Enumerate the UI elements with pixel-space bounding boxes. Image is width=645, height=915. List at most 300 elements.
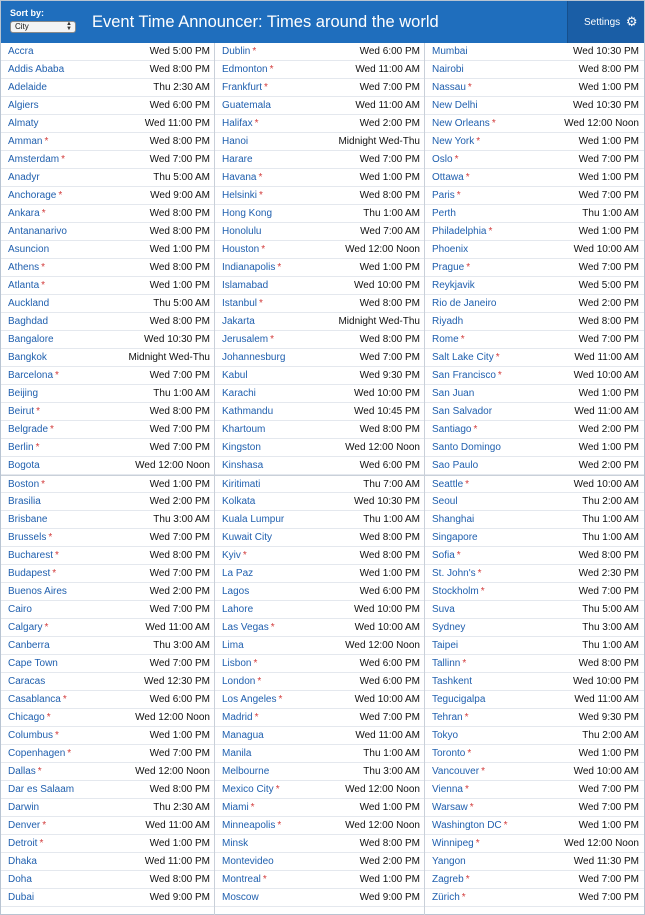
city-link[interactable] <box>432 476 469 494</box>
city-name: Paris <box>432 190 455 201</box>
city-name: Shanghai <box>432 514 475 525</box>
dst-asterisk-icon: * <box>456 190 461 201</box>
local-time: Wed 8:00 PM <box>149 550 210 561</box>
city-link[interactable] <box>432 547 461 565</box>
city-name: Jakarta <box>222 316 255 327</box>
city-link[interactable] <box>222 709 258 727</box>
local-time: Thu 2:30 AM <box>153 802 210 813</box>
city-link[interactable] <box>432 295 496 313</box>
local-time: Thu 1:00 AM <box>582 640 639 651</box>
city-link[interactable] <box>222 385 256 403</box>
city-row <box>215 763 425 781</box>
city-name: Istanbul <box>222 298 258 309</box>
city-link[interactable] <box>432 727 458 745</box>
local-time: Wed 2:00 PM <box>578 460 639 471</box>
local-time: Wed 1:00 PM <box>149 244 210 255</box>
city-link[interactable] <box>8 547 59 565</box>
local-time: Wed 7:00 PM <box>149 370 210 381</box>
local-time: Wed 10:00 AM <box>573 479 639 490</box>
city-name: Honolulu <box>222 226 262 237</box>
city-link[interactable] <box>432 367 502 385</box>
local-time: Wed 11:00 AM <box>145 622 210 633</box>
local-time: Wed 7:00 PM <box>578 874 639 885</box>
city-link[interactable] <box>222 745 251 763</box>
city-row <box>1 727 215 745</box>
city-link[interactable] <box>432 331 465 349</box>
city-link[interactable] <box>8 565 56 583</box>
city-link[interactable] <box>222 763 269 781</box>
city-link[interactable] <box>8 691 67 709</box>
city-row <box>425 871 644 889</box>
local-time: Thu 1:00 AM <box>582 208 639 219</box>
city-link[interactable] <box>8 529 52 547</box>
local-time: Wed 1:00 PM <box>149 280 210 291</box>
city-link[interactable] <box>432 223 492 241</box>
local-time: Wed 2:00 PM <box>578 298 639 309</box>
local-time: Wed 11:00 AM <box>145 820 210 831</box>
city-link[interactable] <box>8 277 45 295</box>
city-link[interactable] <box>432 601 455 619</box>
city-link[interactable] <box>222 421 265 439</box>
city-link[interactable] <box>8 385 38 403</box>
city-link[interactable] <box>222 367 248 385</box>
city-name: Lisbon <box>222 658 252 669</box>
city-link[interactable] <box>222 781 280 799</box>
city-row <box>425 853 644 871</box>
city-name: Rio de Janeiro <box>432 298 497 309</box>
city-link[interactable] <box>8 763 42 781</box>
city-link[interactable] <box>432 79 472 97</box>
city-link[interactable] <box>8 457 40 475</box>
city-row <box>425 277 644 295</box>
city-name: Antananarivo <box>8 226 67 237</box>
city-row <box>425 421 644 439</box>
city-name: Guatemala <box>222 100 271 111</box>
city-link[interactable] <box>222 313 255 331</box>
city-link[interactable] <box>432 511 474 529</box>
city-link[interactable] <box>432 313 463 331</box>
local-time: Wed 9:30 PM <box>578 712 639 723</box>
local-time: Wed 6:00 PM <box>149 694 210 705</box>
city-link[interactable] <box>222 43 256 61</box>
city-name: Algiers <box>8 100 39 111</box>
local-time: Wed 1:00 PM <box>359 262 420 273</box>
city-name: Warsaw <box>432 802 468 813</box>
local-time: Wed 7:00 PM <box>578 784 639 795</box>
city-link[interactable] <box>222 205 272 223</box>
city-link[interactable] <box>8 367 59 385</box>
city-link[interactable] <box>8 331 54 349</box>
city-name: Belgrade <box>8 424 49 435</box>
local-time: Wed 9:00 PM <box>359 892 420 903</box>
city-link[interactable] <box>222 565 253 583</box>
city-row <box>215 259 425 277</box>
local-time: Wed 8:00 PM <box>149 874 210 885</box>
city-link[interactable] <box>222 853 274 871</box>
city-row <box>425 781 644 799</box>
city-link[interactable] <box>432 817 508 835</box>
city-row <box>215 97 425 115</box>
dst-asterisk-icon: * <box>465 874 470 885</box>
city-link[interactable] <box>8 709 51 727</box>
city-link[interactable] <box>432 781 469 799</box>
city-link[interactable] <box>222 691 282 709</box>
city-link[interactable] <box>432 205 456 223</box>
city-link[interactable] <box>8 583 67 601</box>
city-row <box>1 475 215 493</box>
local-time: Thu 3:00 AM <box>153 514 210 525</box>
city-name: Taipei <box>432 640 459 651</box>
local-time: Wed 2:00 PM <box>578 424 639 435</box>
local-time: Wed 12:00 Noon <box>135 712 210 723</box>
city-link[interactable] <box>8 97 39 115</box>
local-time: Wed 2:30 PM <box>578 568 639 579</box>
city-link[interactable] <box>222 187 263 205</box>
city-row <box>1 349 215 367</box>
city-row <box>215 601 425 619</box>
city-row <box>215 349 425 367</box>
city-row <box>215 493 425 511</box>
city-row <box>215 565 425 583</box>
local-time: Wed 1:00 PM <box>578 226 639 237</box>
city-link[interactable] <box>222 169 262 187</box>
city-link[interactable] <box>432 799 474 817</box>
city-link[interactable] <box>8 187 62 205</box>
city-row <box>215 583 425 601</box>
city-link[interactable] <box>222 655 257 673</box>
local-time: Wed 8:00 PM <box>359 298 420 309</box>
dst-asterisk-icon: * <box>48 532 53 543</box>
city-name: San Juan <box>432 388 475 399</box>
local-time: Midnight Wed-Thu <box>338 136 420 147</box>
local-time: Wed 7:00 PM <box>359 154 420 165</box>
city-link[interactable] <box>432 619 465 637</box>
city-name: Seoul <box>432 496 458 507</box>
city-link[interactable] <box>8 871 32 889</box>
city-link[interactable] <box>8 313 48 331</box>
local-time: Wed 1:00 PM <box>578 748 639 759</box>
city-name: Las Vegas <box>222 622 269 633</box>
city-link[interactable] <box>8 817 46 835</box>
local-time: Thu 2:00 AM <box>582 730 639 741</box>
city-name: Amsterdam <box>8 154 60 165</box>
city-link[interactable] <box>432 583 485 601</box>
city-link[interactable] <box>432 871 470 889</box>
settings-button[interactable] <box>567 1 644 43</box>
dst-asterisk-icon: * <box>50 424 54 435</box>
city-link[interactable] <box>432 43 468 61</box>
sort-select[interactable] <box>10 21 76 33</box>
city-link[interactable] <box>222 727 264 745</box>
city-link[interactable] <box>8 655 58 673</box>
local-time: Wed 10:00 AM <box>354 622 420 633</box>
city-link[interactable] <box>432 853 466 871</box>
city-name: Denver <box>8 820 41 831</box>
city-link[interactable] <box>432 637 458 655</box>
city-link[interactable] <box>8 673 45 691</box>
local-time: Wed 9:00 AM <box>150 190 210 201</box>
dst-asterisk-icon: * <box>456 550 461 561</box>
city-link[interactable] <box>8 781 74 799</box>
city-link[interactable] <box>222 133 248 151</box>
city-name: Bangkok <box>8 352 47 363</box>
city-link[interactable] <box>8 421 54 439</box>
city-link[interactable] <box>432 151 458 169</box>
city-link[interactable] <box>8 403 40 421</box>
city-link[interactable] <box>8 169 40 187</box>
city-name: Kuala Lumpur <box>222 514 285 525</box>
city-link[interactable] <box>222 97 271 115</box>
city-link[interactable] <box>8 835 43 853</box>
city-name: Tashkent <box>432 676 473 687</box>
city-link[interactable] <box>8 151 65 169</box>
local-time: Wed 7:00 PM <box>149 424 210 435</box>
city-name: New York <box>432 136 475 147</box>
city-link[interactable] <box>222 277 268 295</box>
city-link[interactable] <box>8 61 64 79</box>
city-row <box>215 61 425 79</box>
city-link[interactable] <box>222 457 263 475</box>
local-time: Wed 6:00 PM <box>359 460 420 471</box>
city-link[interactable] <box>8 259 45 277</box>
city-name: Brisbane <box>8 514 48 525</box>
city-link[interactable] <box>432 493 458 511</box>
city-link[interactable] <box>8 745 71 763</box>
city-link[interactable] <box>222 241 265 259</box>
city-link[interactable] <box>432 529 478 547</box>
city-link[interactable] <box>8 619 48 637</box>
city-link[interactable] <box>222 493 255 511</box>
page-title: Event Time Announcer: Times around the world <box>92 13 439 31</box>
dst-asterisk-icon: * <box>278 694 283 705</box>
city-link[interactable] <box>432 835 480 853</box>
city-name: Beijing <box>8 388 39 399</box>
city-row <box>1 205 215 223</box>
city-row <box>1 133 215 151</box>
city-link[interactable] <box>222 115 258 133</box>
city-row <box>425 241 644 259</box>
city-link[interactable] <box>432 889 466 907</box>
local-time: Thu 2:00 AM <box>582 496 639 507</box>
city-row <box>215 439 425 457</box>
city-link[interactable] <box>8 601 32 619</box>
city-link[interactable] <box>8 205 46 223</box>
dst-asterisk-icon: * <box>62 694 67 705</box>
city-link[interactable] <box>8 493 41 511</box>
city-link[interactable] <box>432 277 475 295</box>
city-link[interactable] <box>222 889 259 907</box>
city-link[interactable] <box>222 601 253 619</box>
city-name: Montreal <box>222 874 261 885</box>
city-link[interactable] <box>432 709 468 727</box>
city-name: Madrid <box>222 712 253 723</box>
city-name: Auckland <box>8 298 50 309</box>
city-link[interactable] <box>432 349 500 367</box>
city-link[interactable] <box>432 673 472 691</box>
city-row <box>1 601 215 619</box>
local-time: Thu 7:00 AM <box>363 479 420 490</box>
city-link[interactable] <box>222 583 249 601</box>
local-time: Wed 2:00 PM <box>359 856 420 867</box>
local-time: Wed 7:00 PM <box>359 352 420 363</box>
city-link[interactable] <box>8 295 49 313</box>
local-time: Wed 6:00 PM <box>359 676 420 687</box>
city-link[interactable] <box>222 511 284 529</box>
city-link[interactable] <box>8 439 39 457</box>
city-link[interactable] <box>222 439 261 457</box>
city-link[interactable] <box>222 151 253 169</box>
city-name: Beirut <box>8 406 35 417</box>
city-row <box>215 547 425 565</box>
city-link[interactable] <box>8 241 49 259</box>
city-link[interactable] <box>432 421 477 439</box>
dst-asterisk-icon: * <box>41 208 46 219</box>
city-link[interactable] <box>222 223 261 241</box>
dst-asterisk-icon: * <box>39 838 44 849</box>
city-link[interactable] <box>432 763 485 781</box>
local-time: Wed 7:00 PM <box>578 586 639 597</box>
local-time: Wed 10:00 PM <box>354 280 420 291</box>
city-row <box>1 637 215 655</box>
local-time: Thu 5:00 AM <box>153 298 210 309</box>
city-row <box>425 331 644 349</box>
dst-asterisk-icon: * <box>254 118 259 129</box>
city-link[interactable] <box>432 745 471 763</box>
city-link[interactable] <box>222 529 272 547</box>
local-time: Wed 8:00 PM <box>149 784 210 795</box>
local-time: Wed 8:00 PM <box>359 424 420 435</box>
city-link[interactable] <box>8 223 67 241</box>
city-name: Anchorage <box>8 190 57 201</box>
local-time: Wed 10:45 PM <box>354 406 420 417</box>
dst-asterisk-icon: * <box>55 730 59 741</box>
city-link[interactable] <box>432 457 478 475</box>
dst-asterisk-icon: * <box>503 820 508 831</box>
city-name: Halifax <box>222 118 253 129</box>
local-time: Thu 3:00 AM <box>153 640 210 651</box>
city-link[interactable] <box>432 97 478 115</box>
city-link[interactable] <box>8 799 39 817</box>
city-link[interactable] <box>432 259 470 277</box>
city-link[interactable] <box>8 349 47 367</box>
city-link[interactable] <box>432 241 468 259</box>
city-row <box>425 601 644 619</box>
city-link[interactable] <box>8 115 39 133</box>
city-name: Perth <box>432 208 456 219</box>
city-link[interactable] <box>222 547 247 565</box>
city-link[interactable] <box>222 331 274 349</box>
city-link[interactable] <box>8 727 59 745</box>
city-name: Los Angeles <box>222 694 277 705</box>
city-name: Melbourne <box>222 766 270 777</box>
city-link[interactable] <box>222 799 255 817</box>
city-row <box>1 151 215 169</box>
local-time: Wed 12:00 Noon <box>345 784 420 795</box>
dst-asterisk-icon: * <box>461 892 466 903</box>
city-link[interactable] <box>432 61 464 79</box>
city-link[interactable] <box>222 403 273 421</box>
city-link[interactable] <box>222 673 261 691</box>
city-link[interactable] <box>222 61 274 79</box>
city-row <box>425 565 644 583</box>
city-name: Kiritimati <box>222 479 261 490</box>
city-name: Tokyo <box>432 730 459 741</box>
city-link[interactable] <box>432 115 496 133</box>
city-link[interactable] <box>8 637 50 655</box>
city-name: San Francisco <box>432 370 496 381</box>
local-time: Wed 6:00 PM <box>359 586 420 597</box>
city-link[interactable] <box>222 871 267 889</box>
local-time: Wed 7:00 PM <box>149 604 210 615</box>
city-link[interactable] <box>222 817 281 835</box>
city-link[interactable] <box>432 655 466 673</box>
city-link[interactable] <box>8 889 34 907</box>
city-link[interactable] <box>222 637 244 655</box>
local-time: Wed 6:00 PM <box>359 658 420 669</box>
city-name: Riyadh <box>432 316 464 327</box>
local-time: Wed 5:00 PM <box>149 46 210 57</box>
city-link[interactable] <box>222 349 285 367</box>
city-link[interactable] <box>8 79 47 97</box>
city-link[interactable] <box>222 295 263 313</box>
city-link[interactable] <box>8 511 47 529</box>
local-time: Wed 8:00 PM <box>359 334 420 345</box>
city-row <box>1 835 215 853</box>
city-link[interactable] <box>432 133 480 151</box>
city-link[interactable] <box>8 43 34 61</box>
city-link[interactable] <box>432 187 461 205</box>
city-link[interactable] <box>432 385 474 403</box>
city-link[interactable] <box>222 79 268 97</box>
city-name: Sofia <box>432 550 455 561</box>
dst-asterisk-icon: * <box>52 568 57 579</box>
city-row <box>215 637 425 655</box>
city-name: Indianapolis <box>222 262 276 273</box>
city-row <box>215 151 425 169</box>
dst-asterisk-icon: * <box>55 550 59 561</box>
city-row <box>215 277 425 295</box>
dst-asterisk-icon: * <box>467 748 472 759</box>
city-link[interactable] <box>8 853 37 871</box>
city-link[interactable] <box>8 476 45 494</box>
dst-asterisk-icon: * <box>270 334 275 345</box>
city-name: Rome <box>432 334 459 345</box>
city-row <box>215 385 425 403</box>
city-link[interactable] <box>8 133 48 151</box>
city-link[interactable] <box>432 439 501 457</box>
city-link[interactable] <box>432 169 470 187</box>
city-row <box>215 421 425 439</box>
local-time: Wed 10:00 AM <box>573 766 639 777</box>
dst-asterisk-icon: * <box>464 784 469 795</box>
local-time: Wed 8:00 PM <box>359 190 420 201</box>
city-link[interactable] <box>222 259 281 277</box>
city-link[interactable] <box>432 565 482 583</box>
city-link[interactable] <box>222 619 275 637</box>
city-name: Singapore <box>432 532 478 543</box>
city-name: Copenhagen <box>8 748 66 759</box>
city-row <box>425 583 644 601</box>
city-name: Hong Kong <box>222 208 273 219</box>
local-time: Wed 7:00 PM <box>578 190 639 201</box>
city-link[interactable] <box>432 403 492 421</box>
city-link[interactable] <box>222 835 248 853</box>
city-link[interactable] <box>432 691 485 709</box>
city-row <box>425 151 644 169</box>
dst-asterisk-icon: * <box>469 802 474 813</box>
local-time: Wed 10:30 PM <box>144 334 210 345</box>
city-link[interactable] <box>222 476 260 494</box>
